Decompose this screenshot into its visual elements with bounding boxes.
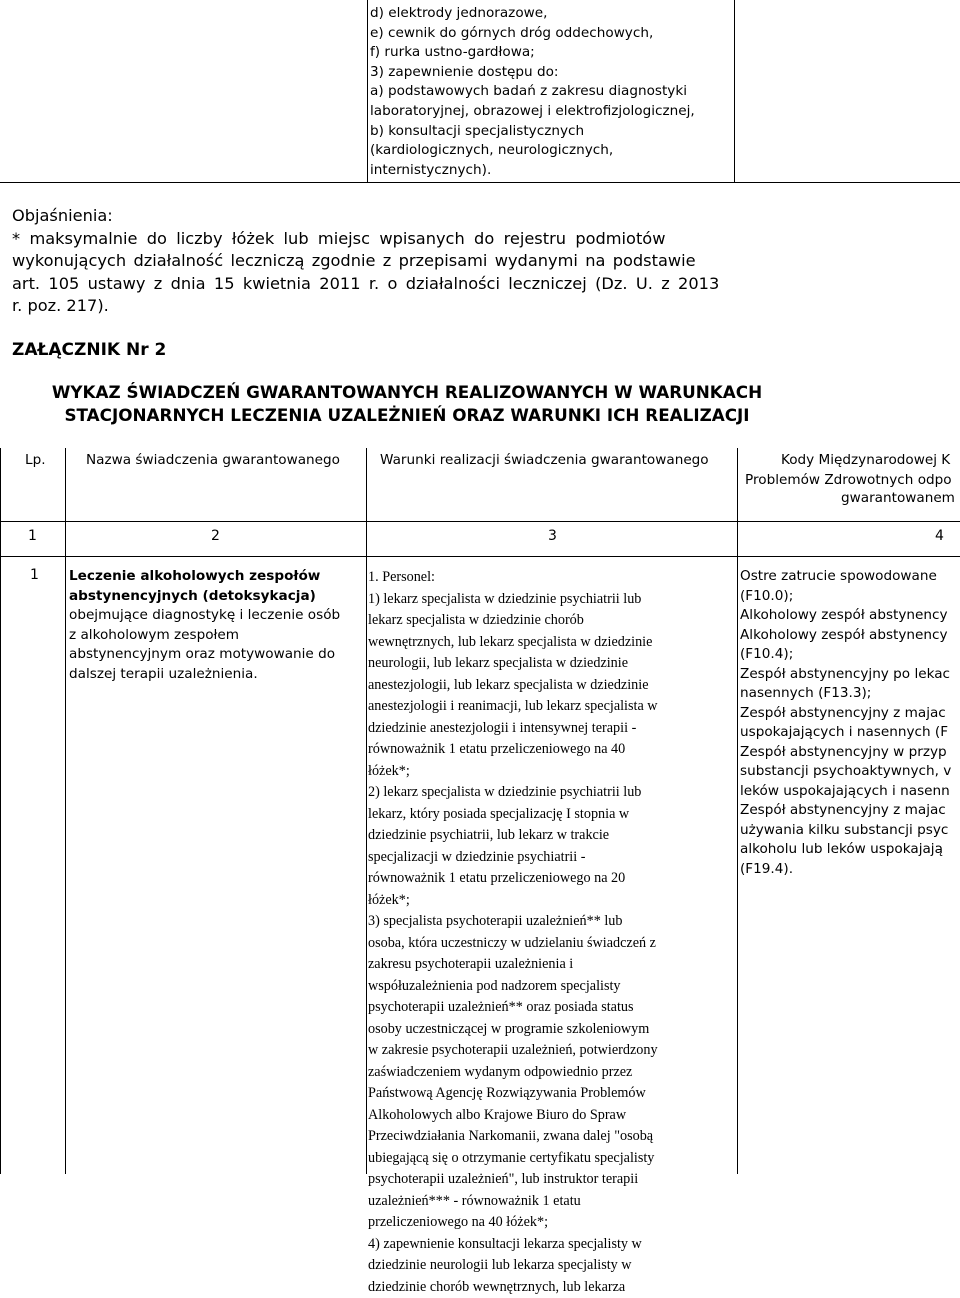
continuation-line: f) rurka ustno-gardłowa;	[370, 43, 732, 63]
conditions-line: dziedzinie chorób wewnętrznych, lub lekarza	[368, 1277, 738, 1298]
conditions-line: anestezjologii i reanimacji, lub lekarz specjalista w	[368, 696, 738, 718]
table-border	[0, 556, 960, 557]
continuation-cell-left	[0, 0, 368, 183]
column-number: 1	[28, 528, 37, 544]
explanations-line: * maksymalnie do liczby łóżek lub miejsc wpisanych do rejestru podmiotów	[12, 228, 802, 251]
code-line: substancji psychoaktywnych, v	[740, 762, 960, 782]
continuation-line: d) elektrody jednorazowe,	[370, 4, 732, 24]
code-line: Alkoholowy zespół abstynency	[740, 626, 960, 646]
service-name-line: abstynencyjnym oraz motywowanie do	[69, 645, 359, 665]
row-codes	[740, 567, 960, 879]
code-line: Ostre zatrucie spowodowane	[740, 567, 960, 587]
explanations-line: wykonujących działalność leczniczą zgodnie z przepisami wydanymi na podstawie	[12, 250, 802, 273]
explanations-line: r. poz. 217).	[12, 295, 802, 318]
conditions-line: ubiegającą się o otrzymanie certyfikatu specjalisty	[368, 1148, 738, 1170]
continuation-line: laboratoryjnej, obrazowej i elektrofizjologicznej,	[370, 102, 732, 122]
continuation-line: internistycznych).	[370, 161, 732, 181]
continuation-line: b) konsultacji specjalistycznych	[370, 122, 732, 142]
code-line: leków uspokajających i nasenn	[740, 782, 960, 802]
conditions-line: specjalizacji w dziedzinie psychiatrii -	[368, 847, 738, 869]
continuation-line: e) cewnik do górnych dróg oddechowych,	[370, 24, 732, 44]
heading-line: WYKAZ ŚWIADCZEŃ GWARANTOWANYCH REALIZOWANYCH W WARUNKACH	[12, 381, 802, 404]
header-codes: Problemów Zdrowotnych odpo	[745, 471, 952, 490]
continuation-text	[370, 4, 732, 180]
column-number: 3	[548, 528, 557, 544]
conditions-line: Państwową Agencję Rozwiązywania Problemów	[368, 1083, 738, 1105]
service-name-line: obejmujące diagnostykę i leczenie osób	[69, 606, 359, 626]
annex-title: ZAŁĄCZNIK Nr 2	[12, 340, 166, 360]
conditions-line: lekarz specjalista w dziedzinie chorób	[368, 610, 738, 632]
heading-line: STACJONARNYCH LECZENIA UZALEŻNIEŃ ORAZ WARUNKI ICH REALIZACJI	[12, 404, 802, 427]
row-service-name	[69, 567, 359, 684]
explanations-title: Objaśnienia:	[12, 205, 802, 228]
conditions-line: uzależnień*** - równoważnik 1 etatu	[368, 1191, 738, 1213]
section-heading	[12, 381, 802, 426]
continuation-line: (kardiologicznych, neurologicznych,	[370, 141, 732, 161]
service-name-bold: abstynencyjnych (detoksykacja)	[69, 587, 359, 607]
conditions-line: zaświadczeniem wydanym odpowiednio przez	[368, 1062, 738, 1084]
conditions-line: 3) specjalista psychoterapii uzależnień** lub	[368, 911, 738, 933]
row-lp: 1	[30, 567, 39, 583]
code-line: Zespół abstynencyjny po lekac	[740, 665, 960, 685]
code-line: Zespół abstynencyjny w przyp	[740, 743, 960, 763]
header-codes: gwarantowanem	[841, 489, 955, 508]
conditions-line: współuzależnienia pod nadzorem specjalisty	[368, 976, 738, 998]
code-line: Zespół abstynencyjny z majac	[740, 801, 960, 821]
header-codes: Kody Międzynarodowej K	[781, 451, 950, 470]
code-line: Alkoholowy zespół abstynency	[740, 606, 960, 626]
conditions-line: dziedzinie neurologii lub lekarza specjalisty w	[368, 1255, 738, 1277]
conditions-line: osoba, która uczestniczy w udzielaniu świadczeń z	[368, 933, 738, 955]
conditions-line: 1. Personel:	[368, 567, 738, 589]
service-name-line: z alkoholowym zespołem	[69, 626, 359, 646]
conditions-line: zakresu psychoterapii uzależnienia i	[368, 954, 738, 976]
conditions-line: przeliczeniowego na 40 łóżek*;	[368, 1212, 738, 1234]
conditions-line: dziedzinie psychiatrii, lub lekarz w trakcie	[368, 825, 738, 847]
code-line: (F10.4);	[740, 645, 960, 665]
conditions-line: psychoterapii uzależnień", lub instruktor terapii	[368, 1169, 738, 1191]
code-line: alkoholu lub leków uspokajają	[740, 840, 960, 860]
column-number: 4	[935, 528, 944, 544]
code-line: Zespół abstynencyjny z majac	[740, 704, 960, 724]
conditions-line: 1) lekarz specjalista w dziedzinie psychiatrii lub	[368, 589, 738, 611]
code-line: uspokajających i nasennych (F	[740, 723, 960, 743]
conditions-line: lekarz, który posiada specjalizację I stopnia w	[368, 804, 738, 826]
explanations	[12, 205, 802, 318]
conditions-line: w zakresie psychoterapii uzależnień, potwierdzony	[368, 1040, 738, 1062]
conditions-line: anestezjologii, lub lekarz specjalista w dziedzinie	[368, 675, 738, 697]
header-name: Nazwa świadczenia gwarantowanego	[86, 451, 340, 470]
conditions-line: Przeciwdziałania Narkomanii, zwana dalej "osobą	[368, 1126, 738, 1148]
code-line: używania kilku substancji psyc	[740, 821, 960, 841]
conditions-line: neurologii, lub lekarz specjalista w dziedzinie	[368, 653, 738, 675]
explanations-line: art. 105 ustawy z dnia 15 kwietnia 2011 r. o działalności leczniczej (Dz. U. z 2013	[12, 273, 802, 296]
conditions-line: łóżek*;	[368, 761, 738, 783]
continuation-line: a) podstawowych badań z zakresu diagnostyki	[370, 82, 732, 102]
row-conditions	[368, 567, 738, 1298]
continuation-cell-codes	[735, 0, 960, 183]
conditions-line: 2) lekarz specjalista w dziedzinie psychiatrii lub	[368, 782, 738, 804]
conditions-line: dziedzinie anestezjologii i intensywnej terapii -	[368, 718, 738, 740]
continuation-line: 3) zapewnienie dostępu do:	[370, 63, 732, 83]
conditions-line: Alkoholowych albo Krajowe Biuro do Spraw	[368, 1105, 738, 1127]
table-border	[0, 521, 960, 522]
conditions-line: psychoterapii uzależnień** oraz posiada status	[368, 997, 738, 1019]
conditions-line: osoby uczestniczącej w programie szkoleniowym	[368, 1019, 738, 1041]
service-name-bold: Leczenie alkoholowych zespołów	[69, 567, 359, 587]
code-line: (F19.4).	[740, 860, 960, 880]
conditions-line: wewnętrznych, lub lekarz specjalista w dziedzinie	[368, 632, 738, 654]
column-number: 2	[211, 528, 220, 544]
continuation-table	[0, 0, 960, 183]
code-line: (F10.0);	[740, 587, 960, 607]
conditions-line: równoważnik 1 etatu przeliczeniowego na 20	[368, 868, 738, 890]
conditions-line: 4) zapewnienie konsultacji lekarza specjalisty w	[368, 1234, 738, 1256]
header-lp: Lp.	[25, 451, 46, 470]
service-name-line: dalszej terapii uzależnienia.	[69, 665, 359, 685]
conditions-line: równoważnik 1 etatu przeliczeniowego na 40	[368, 739, 738, 761]
header-conditions: Warunki realizacji świadczenia gwarantowanego	[380, 451, 709, 470]
conditions-line: łóżek*;	[368, 890, 738, 912]
code-line: nasennych (F13.3);	[740, 684, 960, 704]
